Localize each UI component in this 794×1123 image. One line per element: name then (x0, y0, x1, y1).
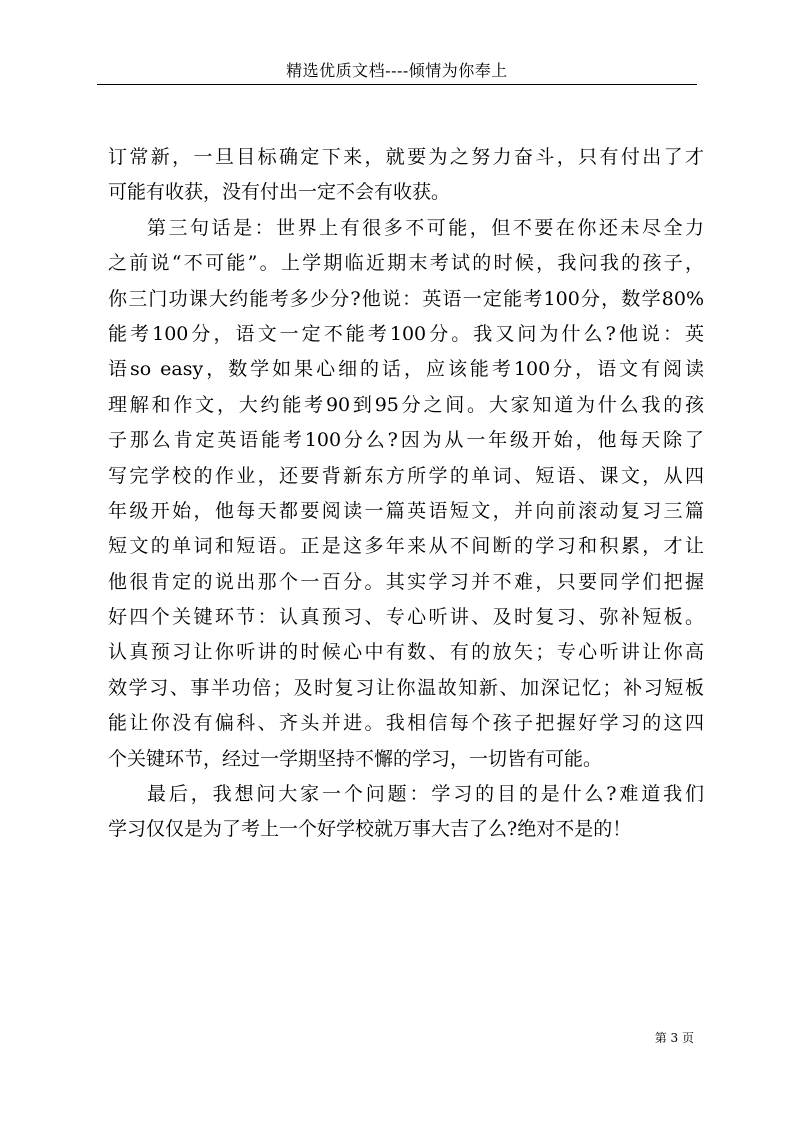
body-line-1: 订常新，一旦目标确定下来，就要为之努力奋斗，只有付出了才 (108, 146, 704, 168)
header-divider (97, 84, 697, 85)
body-line-14: 好四个关键环节：认真预习、专心听讲、及时复习、弥补短板。 (108, 606, 704, 629)
body-line-20: 学习仅仅是为了考上一个好学校就万事大吉了么?绝对不是的！ (108, 818, 632, 841)
body-line-6: 能考100分，语文一定不能考100分。我又问为什么?他说：英 (108, 322, 704, 345)
body-line-10: 写完学校的作业，还要背新东方所学的单词、短语、课文，从四 (108, 464, 704, 487)
body-line-16: 效学习、事半功倍；及时复习让你温故知新、加深记忆；补习短板 (108, 676, 704, 699)
body-line-8: 理解和作文，大约能考90到95分之间。大家知道为什么我的孩 (108, 393, 704, 416)
body-line-18: 个关键环节，经过一学期坚持不懈的学习，一切皆有可能。 (108, 747, 603, 770)
page-number: 第 3 页 (654, 1031, 694, 1045)
body-line-15: 认真预习让你听讲的时候心中有数、有的放矢；专心听讲让你高 (108, 641, 704, 664)
body-line-9: 子那么肯定英语能考100分么?因为从一年级开始，他每天除了 (108, 429, 704, 452)
body-line-13: 他很肯定的说出那个一百分。其实学习并不难，只要同学们把握 (108, 570, 704, 593)
body-line-3: 第三句话是：世界上有很多不可能，但不要在你还未尽全力 (147, 216, 704, 239)
body-line-5: 你三门功课大约能考多少分?他说：英语一定能考100分，数学80% (108, 287, 704, 310)
body-line-12: 短文的单词和短语。正是这多年来从不间断的学习和积累，才让 (108, 535, 704, 558)
document-body (108, 140, 704, 848)
body-line-17: 能让你没有偏科、齐头并进。我相信每个孩子把握好学习的这四 (108, 712, 704, 735)
body-line-11: 年级开始，他每天都要阅读一篇英语短文，并向前滚动复习三篇 (108, 499, 704, 522)
body-line-19: 最后，我想问大家一个问题：学习的目的是什么?难道我们 (147, 783, 704, 806)
body-line-2: 可能有收获，没有付出一定不会有收获。 (108, 181, 451, 204)
body-line-4: 之前说“不可能”。上学期临近期末考试的时候，我问我的孩子， (108, 252, 704, 275)
document-header-title: 精选优质文档----倾情为你奉上 (286, 61, 508, 80)
body-line-7: 语so easy，数学如果心细的话，应该能考100分，语文有阅读 (108, 358, 704, 381)
